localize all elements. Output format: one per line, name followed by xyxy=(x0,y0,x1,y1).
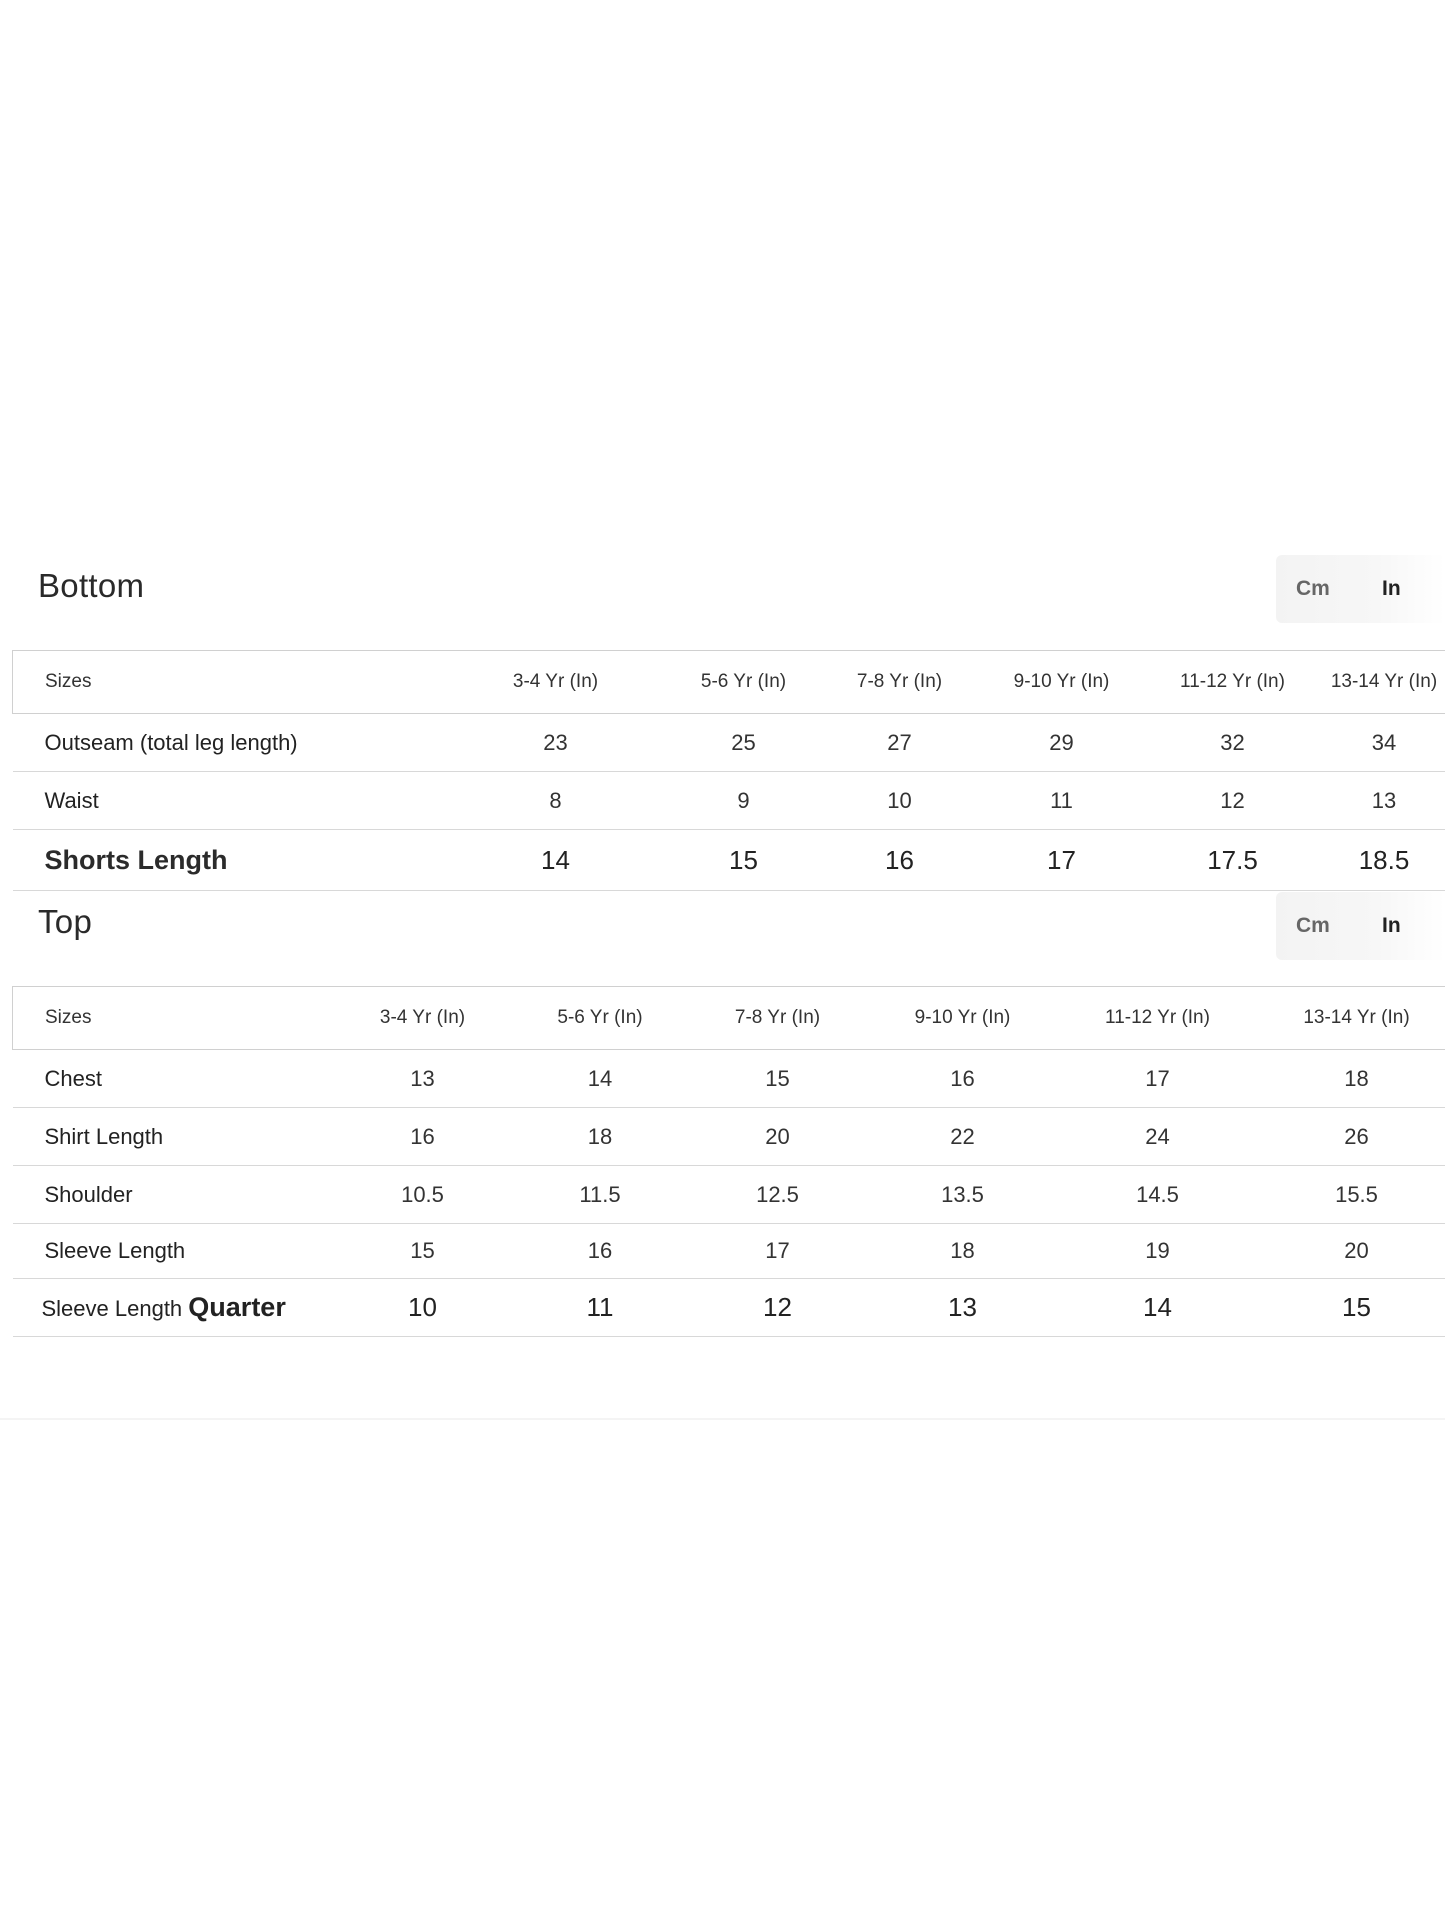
row-label: Outseam (total leg length) xyxy=(44,729,298,755)
table-cell: 25 xyxy=(731,729,756,755)
table-cell: 15 xyxy=(410,1238,435,1263)
table-cell: 32 xyxy=(1220,729,1245,755)
table-cell: 14 xyxy=(541,844,570,875)
table-cell: 13 xyxy=(410,1065,435,1091)
table-cell: 12 xyxy=(763,1292,792,1322)
table-cell: 18 xyxy=(587,1123,613,1149)
row-label: Waist xyxy=(44,787,99,813)
row-label: Shirt Length xyxy=(44,1123,164,1149)
table-cell: 16 xyxy=(885,844,914,875)
table-cell: 27 xyxy=(887,729,912,755)
header-cell: 3-4 Yr (In) xyxy=(379,1007,466,1028)
top-size-table xyxy=(12,986,1445,1337)
header-cell: 13-14 Yr (In) xyxy=(1330,671,1438,692)
table-cell: 15 xyxy=(729,844,758,875)
table-cell: 11 xyxy=(586,1292,614,1322)
bottom-unit-cm-button[interactable]: Cm xyxy=(1296,577,1330,600)
top-unit-toggle xyxy=(1276,892,1445,960)
row-label: Shorts Length xyxy=(44,844,228,875)
row-label: Chest xyxy=(44,1065,102,1091)
table-cell: 15 xyxy=(1342,1292,1371,1322)
divider xyxy=(0,1418,1445,1420)
top-header-row xyxy=(13,987,1445,1050)
table-cell: 18 xyxy=(950,1238,975,1263)
table-cell: 12 xyxy=(1220,787,1245,813)
top-unit-cm-button[interactable]: Cm xyxy=(1296,914,1330,937)
table-cell: 14 xyxy=(587,1065,613,1091)
table-cell: 16 xyxy=(410,1123,435,1149)
header-cell: 9-10 Yr (In) xyxy=(1013,671,1110,692)
table-cell: 15.5 xyxy=(1335,1181,1378,1207)
bottom-title: Bottom xyxy=(38,567,145,604)
table-cell: 14 xyxy=(1143,1292,1172,1322)
header-cell: Sizes xyxy=(45,671,92,692)
table-row xyxy=(13,830,1445,891)
row-label-text: Sleeve Length xyxy=(41,1296,183,1321)
top-title: Top xyxy=(38,903,93,940)
header-cell: 7-8 Yr (In) xyxy=(734,1007,821,1028)
table-cell: 17 xyxy=(1047,844,1076,875)
table-cell: 17 xyxy=(765,1238,790,1263)
table-cell: 10 xyxy=(887,787,912,813)
table-row xyxy=(13,1050,1445,1108)
row-label: Sleeve Length xyxy=(44,1238,186,1263)
header-cell: 9-10 Yr (In) xyxy=(914,1007,1011,1028)
table-cell: 26 xyxy=(1344,1123,1369,1149)
row-label: Shoulder xyxy=(44,1181,133,1207)
table-cell: 17 xyxy=(1145,1065,1170,1091)
table-cell: 34 xyxy=(1371,729,1397,755)
table-cell: 13.5 xyxy=(941,1181,984,1207)
table-row xyxy=(13,772,1445,830)
header-cell: 5-6 Yr (In) xyxy=(557,1007,643,1028)
header-cell: 11-12 Yr (In) xyxy=(1180,671,1285,692)
header-cell: 3-4 Yr (In) xyxy=(512,671,599,692)
table-cell: 11.5 xyxy=(579,1181,621,1207)
row-label xyxy=(13,1279,323,1337)
table-cell: 18 xyxy=(1344,1065,1369,1091)
table-row xyxy=(13,1108,1445,1166)
header-cell: 13-14 Yr (In) xyxy=(1303,1007,1410,1028)
header-cell: 7-8 Yr (In) xyxy=(856,671,943,692)
table-cell: 20 xyxy=(765,1123,790,1149)
table-cell: 12.5 xyxy=(756,1181,799,1207)
table-cell: 13 xyxy=(1371,787,1397,813)
table-cell: 18.5 xyxy=(1358,844,1410,875)
table-cell: 24 xyxy=(1145,1123,1170,1149)
table-cell: 10 xyxy=(408,1292,437,1322)
header-cell: 11-12 Yr (In) xyxy=(1105,1007,1210,1028)
bottom-unit-in-button[interactable]: In xyxy=(1382,577,1401,600)
table-row xyxy=(13,1279,1445,1337)
table-cell: 29 xyxy=(1049,729,1074,755)
table-cell: 9 xyxy=(737,787,750,813)
table-cell: 14.5 xyxy=(1136,1181,1179,1207)
table-cell: 15 xyxy=(765,1065,790,1091)
table-row xyxy=(13,714,1445,772)
bottom-size-table xyxy=(12,650,1445,891)
row-label-suffix: Quarter xyxy=(188,1292,286,1322)
table-cell: 22 xyxy=(950,1123,975,1149)
table-cell: 10.5 xyxy=(401,1181,444,1207)
table-cell: 16 xyxy=(950,1065,975,1091)
table-cell: 13 xyxy=(948,1292,977,1322)
bottom-header-row xyxy=(13,651,1445,714)
table-cell: 8 xyxy=(549,787,562,813)
table-row xyxy=(13,1166,1445,1224)
table-cell: 19 xyxy=(1145,1238,1170,1263)
header-cell: Sizes xyxy=(45,1007,92,1028)
header-cell: 5-6 Yr (In) xyxy=(700,671,787,692)
table-cell: 20 xyxy=(1344,1238,1369,1263)
bottom-unit-toggle xyxy=(1276,555,1445,623)
table-cell: 23 xyxy=(543,729,568,755)
table-cell: 16 xyxy=(587,1238,613,1263)
table-row xyxy=(13,1224,1445,1279)
table-cell: 17.5 xyxy=(1207,844,1258,875)
table-cell: 11 xyxy=(1050,787,1073,813)
top-unit-in-button[interactable]: In xyxy=(1382,914,1401,937)
